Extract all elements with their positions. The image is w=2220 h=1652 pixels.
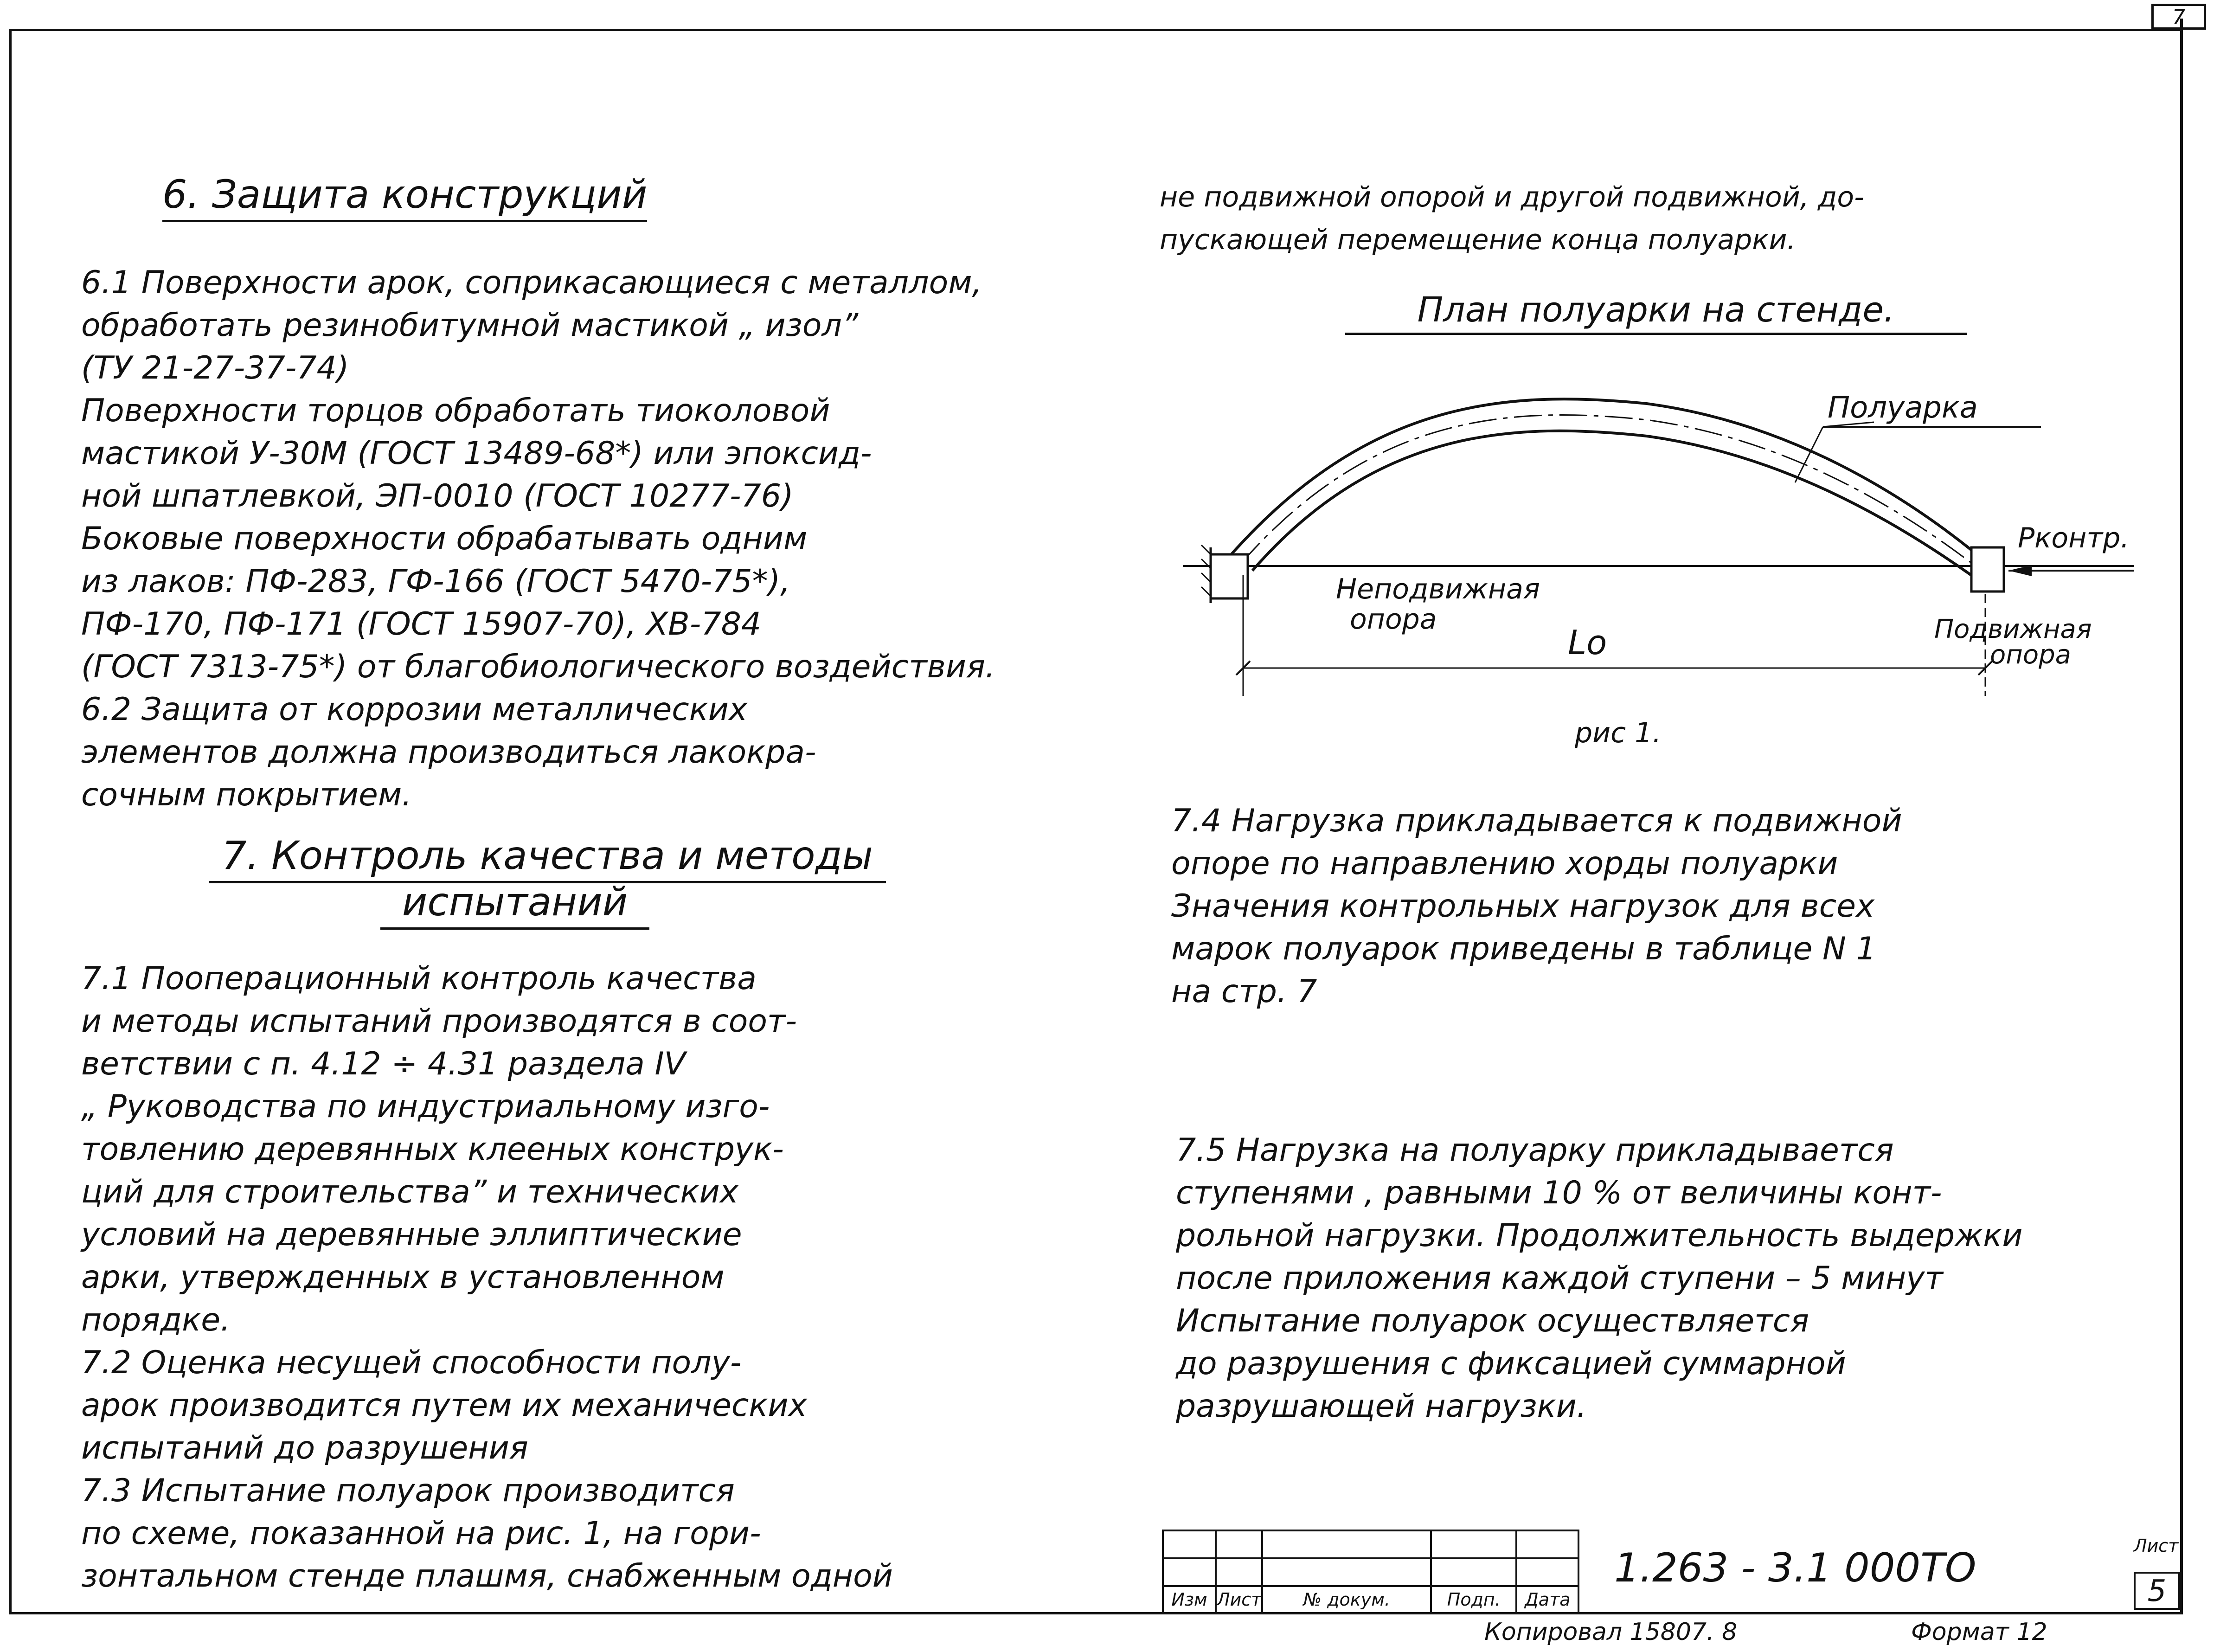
corner-mark: 7 xyxy=(2151,4,2206,30)
text-line: 7.2 Оценка несущей способности полу- xyxy=(81,1344,742,1381)
text-line: Испытание полуарок осуществляется xyxy=(1176,1303,1809,1339)
figure-caption: рис 1. xyxy=(1575,717,1662,749)
label-fixed-support-1: Неподвижная xyxy=(1336,573,1540,605)
text-line: Боковые поверхности обрабатывать одним xyxy=(81,521,808,557)
text-line: 7.1 Пооперационный контроль качества xyxy=(81,960,757,997)
text-line: по схеме, показанной на рис. 1, на гори- xyxy=(81,1515,761,1552)
sheet-label: Лист xyxy=(2134,1536,2179,1556)
text-line: пускающей перемещение конца полуарки. xyxy=(1160,224,1796,256)
text-line: 7.4 Нагрузка прикладывается к подвижной xyxy=(1171,803,1902,839)
text-line: 7.5 Нагрузка на полуарку прикладывается xyxy=(1176,1132,1894,1169)
text-line: Поверхности торцов обработать тиоколовой xyxy=(81,392,830,429)
text-line: 6.1 Поверхности арок, соприкасающиеся с металлом, xyxy=(81,264,982,301)
text-line: арки, утвержденных в установленном xyxy=(81,1259,725,1296)
sheet-number: 5 xyxy=(2134,1572,2180,1610)
text-line: условий на деревянные эллиптические xyxy=(81,1216,742,1253)
text-line: разрушающей нагрузки. xyxy=(1176,1388,1587,1425)
text-line: товлению деревянных клееных конструк- xyxy=(81,1131,784,1168)
text-line: 7.3 Испытание полуарок производится xyxy=(81,1472,735,1509)
text-line: ступенями , равными 10 % от величины конт- xyxy=(1176,1175,1942,1211)
text-line: ций для строительства” и технических xyxy=(81,1174,738,1210)
footer-copied: Копировал 15807. 8 xyxy=(1484,1618,1738,1646)
text-line: порядке. xyxy=(81,1302,231,1338)
half-arch-figure xyxy=(1183,371,2157,742)
section-7-heading-line2: испытаний xyxy=(380,879,649,930)
text-line: арок производится путем их механических xyxy=(81,1387,807,1424)
label-force: Pконтр. xyxy=(2018,522,2130,554)
label-span: Lo xyxy=(1568,623,1607,662)
label-moving-support-1: Подвижная xyxy=(1934,614,2092,644)
text-line: ПФ-170, ПФ-171 (ГОСТ 15907-70), ХВ-784 xyxy=(81,606,762,643)
text-line: 6.2 Защита от коррозии металлических xyxy=(81,691,748,728)
text-line: (ТУ 21-27-37-74) xyxy=(81,350,349,386)
footer-format: Формат 12 xyxy=(1911,1618,2047,1646)
text-line: рольной нагрузки. Продолжительность выдержки xyxy=(1176,1217,2023,1254)
label-fixed-support-2: опора xyxy=(1350,603,1437,636)
text-line: Значения контрольных нагрузок для всех xyxy=(1171,888,1875,925)
section-7-heading-line1: 7. Контроль качества и методы xyxy=(209,833,886,883)
text-line: испытаний до разрушения xyxy=(81,1430,528,1466)
text-line: до разрушения с фиксацией суммарной xyxy=(1176,1345,1846,1382)
text-line: и методы испытаний производятся в соот- xyxy=(81,1003,797,1040)
text-line: не подвижной опорой и другой подвижной, до- xyxy=(1160,181,1864,213)
text-line: из лаков: ПФ-283, ГФ-166 (ГОСТ 5470-75*), xyxy=(81,563,790,600)
text-line: опоре по направлению хорды полуарки xyxy=(1171,845,1838,882)
text-line: после приложения каждой ступени – 5 минут xyxy=(1176,1260,1944,1297)
text-line: ной шпатлевкой, ЭП-0010 (ГОСТ 10277-76) xyxy=(81,478,794,514)
col-date: Дата xyxy=(1516,1586,1578,1613)
text-line: сочным покрытием. xyxy=(81,777,412,813)
text-line: обработать резинобитумной мастикой „ изол” xyxy=(81,307,859,344)
document-code: 1.263 - 3.1 000ТО xyxy=(1614,1545,1976,1591)
text-line: „ Руководства по индустриальному изго- xyxy=(81,1088,770,1125)
text-line: элементов должна производиться лакокра- xyxy=(81,734,816,771)
col-izm: Изм xyxy=(1163,1586,1216,1613)
label-arch: Полуарка xyxy=(1828,391,1978,425)
text-line: ветствии с п. 4.12 ÷ 4.31 раздела IV xyxy=(81,1046,686,1082)
label-moving-support-2: опора xyxy=(1990,640,2071,670)
text-line: на стр. 7 xyxy=(1171,973,1317,1010)
col-list: Лист xyxy=(1216,1586,1262,1613)
text-line: зонтальном стенде плашмя, снабженным одной xyxy=(81,1558,893,1594)
sheet-right-border xyxy=(2180,19,2183,1614)
figure-title: План полуарки на стенде. xyxy=(1345,290,1967,335)
section-6-heading: 6. Защита конструкций xyxy=(162,172,647,222)
text-line: (ГОСТ 7313-75*) от благобиологического воздействия. xyxy=(81,649,995,685)
col-doc-number: № докум. xyxy=(1262,1586,1431,1613)
text-line: марок полуарок приведены в таблице N 1 xyxy=(1171,931,1876,967)
text-line: мастикой У-30М (ГОСТ 13489-68*) или эпоксид- xyxy=(81,435,872,472)
col-signature: Подп. xyxy=(1431,1586,1516,1613)
